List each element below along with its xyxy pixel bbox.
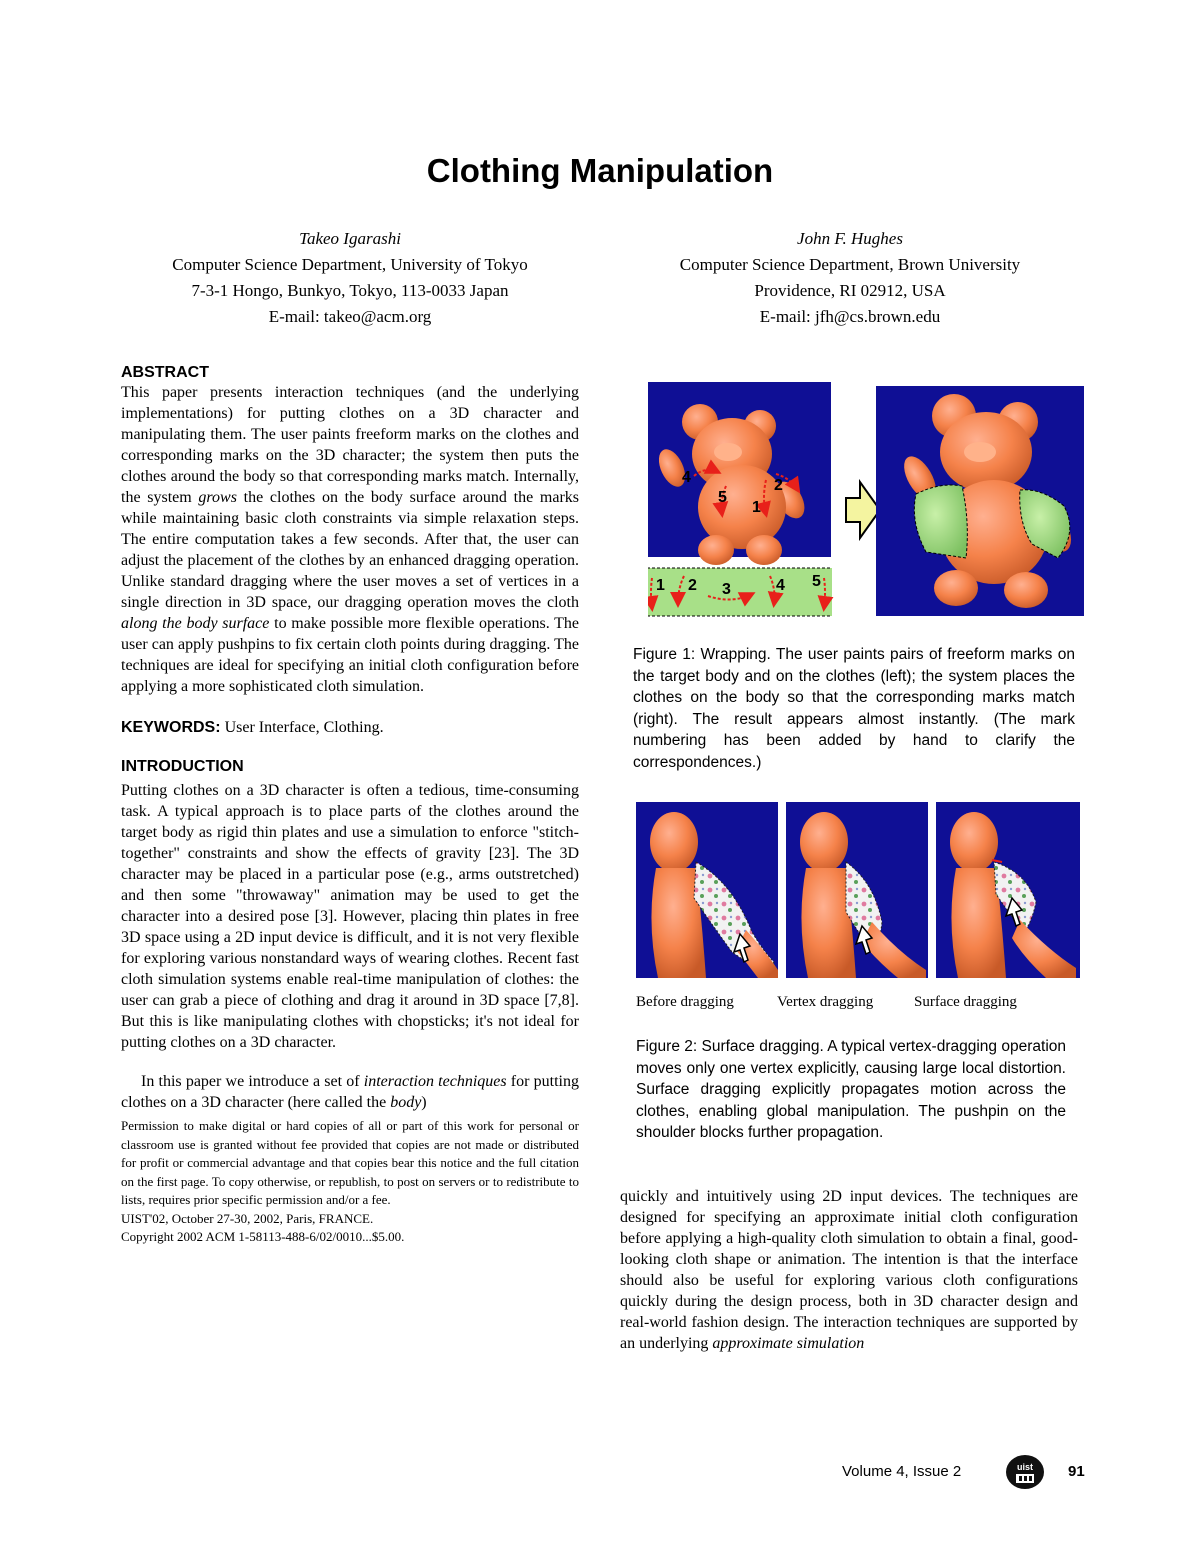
author-block-1 — [120, 226, 580, 330]
right-column-text-part: quickly and intuitively using 2D input devices. The techniques are designed for specifying an approximate initial cloth configuration before applying a high-quality cloth simulation to obtain a final, good-looking cloth shape or animation. The intention is that the interface should also be useful for exploring various cloth configurations quickly during the design process, both in 3D character design and real-world fashion design. The interaction techniques are supported by an underlying — [620, 1188, 1078, 1352]
copyright-line: Copyright 2002 ACM 1-58113-488-6/02/0010...$5.00. — [121, 1229, 405, 1244]
right-column-text — [620, 1186, 1078, 1354]
intro-emphasis: interaction techniques — [363, 1073, 507, 1090]
figure-1-illustration — [648, 382, 1084, 618]
permission-block — [121, 1117, 579, 1247]
introduction-heading: INTRODUCTION — [121, 758, 244, 775]
figure-1-caption: Figure 1: Wrapping. The user paints pairs of freeform marks on the target body and on the clothes (left); the system places the clothes on the body so that the corresponding marks match (right). The result appears almost instantly. (The mark numbering has been added by hand to clarify the correspondences.) — [633, 646, 1075, 771]
abstract-text — [121, 382, 579, 697]
page-number: 91 — [1068, 1463, 1085, 1480]
mark-label: 5 — [718, 489, 727, 506]
strip-mark-label: 1 — [656, 577, 665, 594]
abstract-text-part: This paper presents interaction techniques (and the underlying implementations) for putting clothes on a 3D character and manipulating them. The user paints freeform marks on the clothes and corresponding marks on the 3D character; the system then puts the clothes around the body so that corresponding marks match. Internally, the system — [121, 384, 579, 506]
uist-logo-icon — [1004, 1452, 1046, 1490]
strip-mark-label: 2 — [688, 577, 697, 594]
venue-line: UIST'02, October 27-30, 2002, Paris, FRANCE. — [121, 1210, 374, 1226]
panel-before-dragging — [636, 802, 778, 978]
keywords-text: User Interface, Clothing. — [220, 719, 384, 736]
abstract-heading: ABSTRACT — [121, 364, 209, 381]
panel-vertex-dragging — [786, 802, 928, 978]
author-email: E-mail: takeo@acm.org — [268, 307, 432, 326]
mark-label: 1 — [752, 499, 761, 516]
abstract-emphasis: grows — [198, 489, 237, 506]
intro-text-part: ) — [421, 1094, 427, 1111]
intro-text-part: for putting clothes on a 3D character (here called the — [121, 1073, 579, 1111]
left-column — [121, 364, 579, 1247]
author-address: Providence, RI 02912, USA — [754, 281, 946, 300]
abstract-emphasis: along the body surface — [121, 615, 270, 632]
author-address: 7-3-1 Hongo, Bunkyo, Tokyo, 113-0033 Japan — [191, 281, 509, 300]
paper-title: Clothing Manipulation — [426, 152, 774, 189]
author-affiliation: Computer Science Department, University of Tokyo — [172, 255, 528, 274]
label-surface-dragging: Surface dragging — [914, 994, 1017, 1010]
intro-emphasis: body — [390, 1094, 422, 1111]
introduction-paragraph-2 — [121, 1071, 579, 1113]
svg-text:uist: uist — [1016, 1462, 1034, 1472]
label-before-dragging: Before dragging — [636, 994, 734, 1010]
cloth-strip — [648, 568, 832, 616]
author-name: Takeo Igarashi — [299, 229, 401, 248]
mark-label: 4 — [682, 469, 691, 486]
strip-mark-label: 5 — [812, 573, 821, 590]
strip-mark-label: 3 — [722, 581, 731, 598]
uist-logo — [1004, 1452, 1046, 1490]
keywords-label: KEYWORDS: — [121, 719, 221, 736]
panel-surface-dragging — [936, 802, 1080, 978]
abstract-text-part: the clothes on the body surface around the marks while maintaining basic cloth constraints via simple relaxation steps. The entire computation takes a few seconds. After that, the user can adjust the placement of the clothes by an enhanced dragging operation. Unlike standard dragging where the user moves a set of vertices in a single direction in 3D space, our dragging operation moves the cloth — [121, 489, 579, 611]
keywords — [121, 717, 579, 738]
figure-2 — [636, 802, 1080, 978]
permission-text: Permission to make digital or hard copies of all or part of this work for personal or classroom use is granted without fee provided that copies are not made or distributed for profit or commercial advantage and that copies bear this notice and the full citation on the first page. To copy otherwise, or republish, to post on servers or to redistribute to lists, requires prior specific permission and/or a fee. — [121, 1118, 579, 1207]
label-vertex-dragging: Vertex dragging — [777, 994, 874, 1010]
mark-label: 2 — [774, 477, 783, 494]
figure-2-illustration — [636, 802, 1080, 978]
figure-2-caption: Figure 2: Surface dragging. A typical vertex-dragging operation moves only one vertex explicitly, causing large local distortion. Surface dragging explicitly propagates motion across the clothes, enabling global manipulation. The pushpin on the shoulder blocks further propagation. — [636, 1038, 1066, 1141]
author-email: E-mail: jfh@cs.brown.edu — [759, 307, 941, 326]
abstract-text-part: to make possible more flexible operations. The user can apply pushpins to fix certain cloth points during dragging. The techniques are ideal for specifying an initial cloth configuration before applying a more sophisticated cloth simulation. — [121, 615, 580, 695]
author-block-2 — [620, 226, 1080, 330]
strip-mark-label: 4 — [776, 577, 785, 594]
right-column-emphasis: approximate simulation — [712, 1335, 865, 1352]
intro-text-part: In this paper we introduce a set of — [141, 1073, 364, 1090]
author-name: John F. Hughes — [797, 229, 903, 248]
figure-1 — [648, 382, 1084, 618]
right-arrow-icon — [846, 482, 880, 538]
author-affiliation: Computer Science Department, Brown University — [679, 255, 1021, 274]
footer-volume: Volume 4, Issue 2 — [842, 1463, 962, 1480]
introduction-paragraph: Putting clothes on a 3D character is often a tedious, time-consuming task. A typical approach is to place parts of the clothes around the target body as rigid thin plates and use a simulation to enforce "stitch-together" constraints and show the effects of gravity [23]. The 3D character may be placed in a particular pose (e.g., arms outstretched) and then some "throwaway" animation may be used to get the character into a desired pose [3]. However, placing thin plates in free 3D space using a 2D input device is difficult, and it is not very flexible for exploring various nonstandard ways of wearing clothes. Recent fast cloth simulation systems enable real-time manipulation of clothes: the user can grab a piece of clothing and drag it around in 3D space [7,8]. But this is like manipulating clothes with chopsticks; it's not ideal for putting clothes on a 3D character. — [121, 782, 579, 1051]
